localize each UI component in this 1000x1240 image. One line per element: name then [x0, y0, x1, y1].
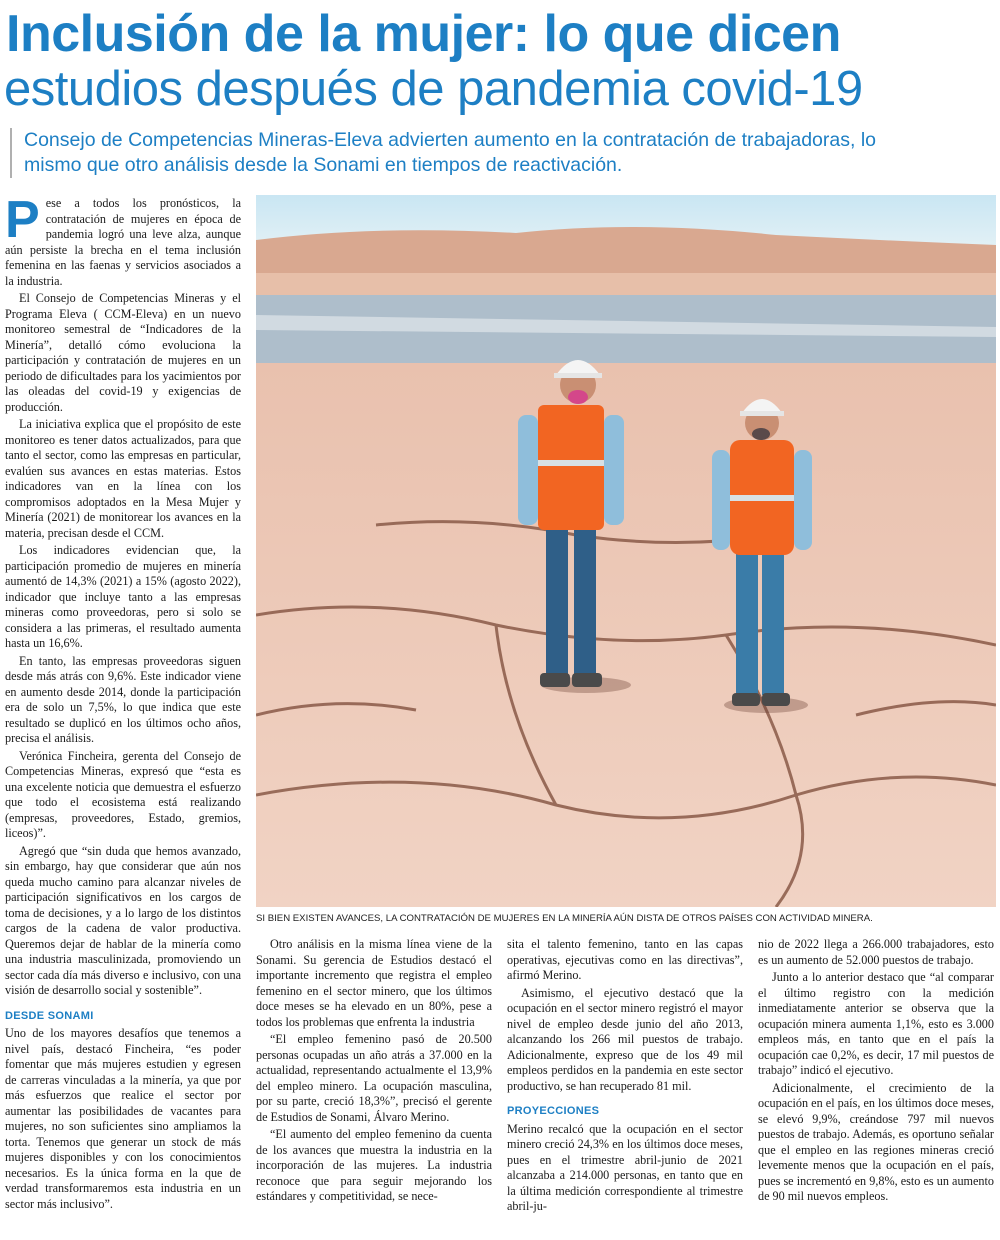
- paragraph: El Consejo de Competencias Mineras y el Programa Eleva ( CCM-Eleva) en un nuevo monitoreo semestral de “Indicadores de la Minería”, detalló cómo evoluciona la participación y contratación de mujeres en un periodo de dificultades para los yacimientos por las oleadas del covid-19 y exigencias de producción.: [5, 291, 241, 414]
- paragraph: Agregó que “sin duda que hemos avanzado, sin embargo, hay que considerar que aún nos queda mucho camino para alcanzar niveles de participación significativos en los cargos de toma de decisiones, y a lo largo de los distintos cargos de la cadena de valor productiva. Queremos dejar de hablar de la minería como una industria masculinizada, promoviendo un sector cada día más diverso e inclusivo, con una visión de desarrollo social y sostenible”.: [5, 843, 241, 997]
- paragraph: nio de 2022 llega a 266.000 trabajadores, esto es un aumento de 52.000 puestos de trabajo.: [758, 937, 994, 967]
- paragraph: En tanto, las empresas proveedoras siguen desde más atrás con 9,6%. Este indicador viene en aumento desde 2014, donde la participación era de solo un 7,5%, lo que indica que este resultado se duplicó en los últimos ocho años, precisa el análisis.: [5, 653, 241, 745]
- paragraph: La iniciativa explica que el propósito de este monitoreo es tener datos actualizados, para que tanto el sector, como las empresas en particular, evalúen sus avances en estas materias. Estos indicadores van en la línea con los compromisos adoptados en la Mesa Mujer y Minería (2021) de monitorear los avances en la materia, precisan desde el CCM.: [5, 417, 241, 540]
- paragraph: Uno de los mayores desafíos que tenemos a nivel país, destacó Fincheira, “es poder fomentar que más mujeres estudien y egresen de carreras vinculadas a la minería, ya que por más esfuerzos que realice el sector por aumentar las posibilidades de vacantes para mujeres, no son suficientes sino ampliamos la torta. Tenemos que generar un stock de más mujeres disponibles y con los conocimientos necesarios. Es la única forma en la que de verdad transformaremos esta industria en un sector más inclusivo”.: [5, 1026, 241, 1211]
- column-2: [256, 937, 492, 1207]
- column-3: [507, 937, 743, 1217]
- paragraph: Asimismo, el ejecutivo destacó que la ocupación en el sector minero registró el mayor nivel de empleo desde junio del año 2013, alcanzando los 266 mil puestos de trabajo. Adicionalmente, expreso que de los 49 mil empleos perdidos en la pandemia en este sector productivo, se han recuperado 81 mil.: [507, 985, 743, 1093]
- photo-caption: SI BIEN EXISTEN AVANCES, LA CONTRATACIÓN DE MUJERES EN LA MINERÍA AÚN DISTA DE OTROS PAÍSES CON ACTIVIDAD MINERA.: [256, 913, 873, 924]
- headline-line-1: Inclusión de la mujer: lo que dicen: [6, 5, 841, 63]
- mining-workers-photo: [256, 195, 996, 907]
- column-1: [5, 191, 241, 1214]
- article-photo: [256, 195, 996, 907]
- paragraph: Otro análisis en la misma línea viene de la Sonami. Su gerencia de Estudios destacó el importante incremento que registra el empleo femenino en el sector minero, que los últimos doce meses se ha elevado en un 80%, pese a todos los problemas que enfrenta la industria: [256, 937, 492, 1029]
- section-heading-proyecciones: PROYECCIONES: [507, 1105, 600, 1117]
- paragraph: sita el talento femenino, tanto en las capas operativas, ejecutivas como en las directivas”, afirmó Merino.: [507, 937, 743, 982]
- section-heading-desde-sonami: DESDE SONAMI: [5, 1009, 94, 1022]
- headline-line-2: estudios después de pandemia covid-19: [4, 62, 863, 116]
- paragraph: Adicionalmente, el crecimiento de la ocupación en el país, en los últimos doce meses, se elevó 9,9%, creándose 797 mil nuevos puestos de trabajo. Además, es oportuno señalar que el empleo en las regiones mineras creció levemente menos que la ocupación en el país, pues se incrementó en 9,8%, esto es un aumento de 90 mil nuevos empleos.: [758, 1080, 994, 1203]
- paragraph: “El aumento del empleo femenino da cuenta de los avances que muestra la industria en la incorporación de las mujeres. La industria reconoce que para seguir mejorando los estándares y competitividad, se nece-: [256, 1127, 492, 1203]
- lead-text: ese a todos los pronósticos, la contratación de mujeres en época de pandemia logró una leve alza, aunque aún persiste la brecha en el tema inclusión femenina en las faenas y servicios asociados a la industria.: [5, 196, 241, 288]
- paragraph: “El empleo femenino pasó de 20.500 personas ocupadas un año atrás a 37.000 en la actualidad, representando actualmente el 13,9% del empleo minero. La ocupación masculina, por su parte, creció 18,3%”, precisó el gerente de Estudios de Sonami, Álvaro Merino.: [256, 1032, 492, 1124]
- subheadline: Consejo de Competencias Mineras-Eleva advierten aumento en la contratación de trabajadoras, lo mismo que otro análisis desde la Sonami en tiempos de reactivación.: [10, 128, 924, 178]
- lead-paragraph: [5, 191, 241, 289]
- paragraph: Junto a lo anterior destaco que “al comparar el último registro con la medición inmediatamente anterior se observa que la ocupación minera aumenta 1,1%, esto es 3.000 empleos más, en tanto que en el país la ocupación cae 0,2%, es decir, 17 mil puestos de trabajo” indicó el ejecutivo.: [758, 970, 994, 1077]
- column-4: [758, 937, 994, 1207]
- paragraph: Los indicadores evidencian que, la participación promedio de mujeres en minería aumentó de 14,3% (2021) a 15% (agosto 2022), indicador que incluye tanto a las empresas mineras como proveedoras, pero si solo se considera a las primeras, el resultado aumenta hasta un 16,6%.: [5, 543, 241, 650]
- paragraph: Verónica Fincheira, gerenta del Consejo de Competencias Mineras, expresó que “esta es una excelente noticia que demuestra el esfuerzo que todo el ecosistema está realizando (empresas, proveedores, Estado, gremios, liceos)”.: [5, 748, 241, 840]
- drop-cap: P: [5, 191, 40, 249]
- paragraph: Merino recalcó que la ocupación en el sector minero creció 24,3% en los últimos doce meses, pues en el trimestre abril-junio de 2021 alcanzaba a 214.000 personas, en tanto que en la última medición correspondiente al trimestre abril-ju-: [507, 1121, 743, 1213]
